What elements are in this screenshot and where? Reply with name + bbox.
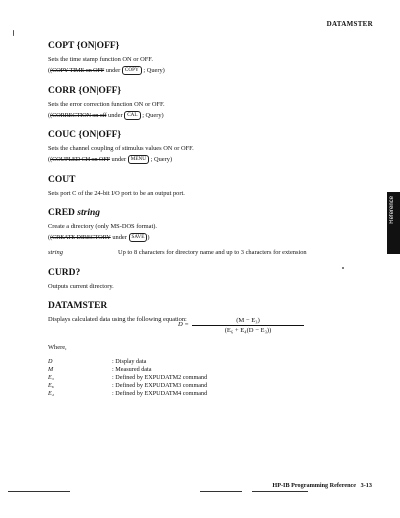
command-datamster-description: Displays calculated data using the following equation: xyxy=(48,316,187,323)
command-corr-description: Sets the error correction function ON or OFF. xyxy=(48,101,165,108)
footer-rule xyxy=(252,491,308,492)
command-cred: CRED string xyxy=(48,208,101,218)
footer-rule xyxy=(8,491,70,492)
equation-denominator: (E₆ + E₄(D − E₃)) xyxy=(224,327,272,334)
param-name-string: string xyxy=(48,249,63,256)
where-label: Where, xyxy=(48,344,67,351)
command-curd: CURD? xyxy=(48,268,81,278)
command-corr: CORR {ON|OFF} xyxy=(48,86,122,96)
page-footer: HP-IB Programming Reference 3-13 xyxy=(272,482,372,489)
command-cout: COUT xyxy=(48,175,76,185)
key-save: SAVE xyxy=(129,233,148,242)
command-couc-reference: ((COUPLED CH on OFF under MENU ; Query) xyxy=(48,155,173,163)
command-couc-description: Sets the channel coupling of stimulus values ON or OFF. xyxy=(48,145,194,152)
command-copt-description: Sets the time stamp function ON or OFF. xyxy=(48,56,153,63)
command-corr-reference: ((CORRECTION on off under CAL ; Query) xyxy=(48,111,164,119)
key-copy: COPY xyxy=(122,66,142,75)
command-copt-reference: ((COPY TIME on OFF under COPY ; Query) xyxy=(48,66,165,74)
footer-rule xyxy=(200,491,242,492)
param-desc-string: Up to 8 characters for directory name and up to 3 characters for extension xyxy=(118,249,307,256)
command-cred-description: Create a directory (only MS-DOS format). xyxy=(48,223,157,230)
scan-speck xyxy=(342,267,344,269)
command-curd-description: Outputs current directory. xyxy=(48,283,114,290)
key-menu: MENU xyxy=(128,155,149,164)
equation-numerator: (M − E₃) xyxy=(192,317,304,326)
section-thumb-tab: Reference xyxy=(387,192,400,254)
command-copt: COPT {ON|OFF} xyxy=(48,41,120,51)
document-page: DATAMSTER COPT {ON|OFF} Sets the time stamp function ON or OFF. ((COPY TIME on OFF under COPY ; Query) CORR {ON|OFF} Sets the error correction function ON or OFF. ((CORRECTION on off under CAL ; Query) COUC {ON|OFF} Sets the channel coupling of stimulus values ON or OFF. ((COUPLED CH on OFF under MENU ; Query) COUT Sets port C of the 24-bit I/O port to be an output port. CRED string Create a directory (only MS-DOS format). ((CREATE DIRECTORY under SAVE ) string Up to 8 characters for directory name and up to 3 characters for extension CURD? Outputs current directory. DATAMSTER Displays calculated data using the following equation: D = $\frac{\text{(M − E₃)}}{\text{(E₆ + E₄(D − E₃))}}$ Where, D : Display data M : Measured data E₃ : Defined by EXPUDATM2 command E₆ : Defined by EXPUDATM3 command E₄ : Defined by EXPUDATM4 command Reference HP-IB Programming Reference 3-13 xyxy=(0,0,400,518)
command-couc: COUC {ON|OFF} xyxy=(48,130,122,140)
command-datamster: DATAMSTER xyxy=(48,301,108,311)
equation: D = $\frac{\text{(M − E₃)}}{\text{(E₆ + E₄(D − E₃))}}$ xyxy=(178,321,189,328)
command-cred-reference: ((CREATE DIRECTORY under SAVE ) xyxy=(48,233,150,241)
scan-speck xyxy=(13,30,14,36)
running-header: DATAMSTER xyxy=(326,20,373,28)
command-cout-description: Sets port C of the 24-bit I/O port to be an output port. xyxy=(48,190,185,197)
key-cal: CAL xyxy=(124,111,140,120)
